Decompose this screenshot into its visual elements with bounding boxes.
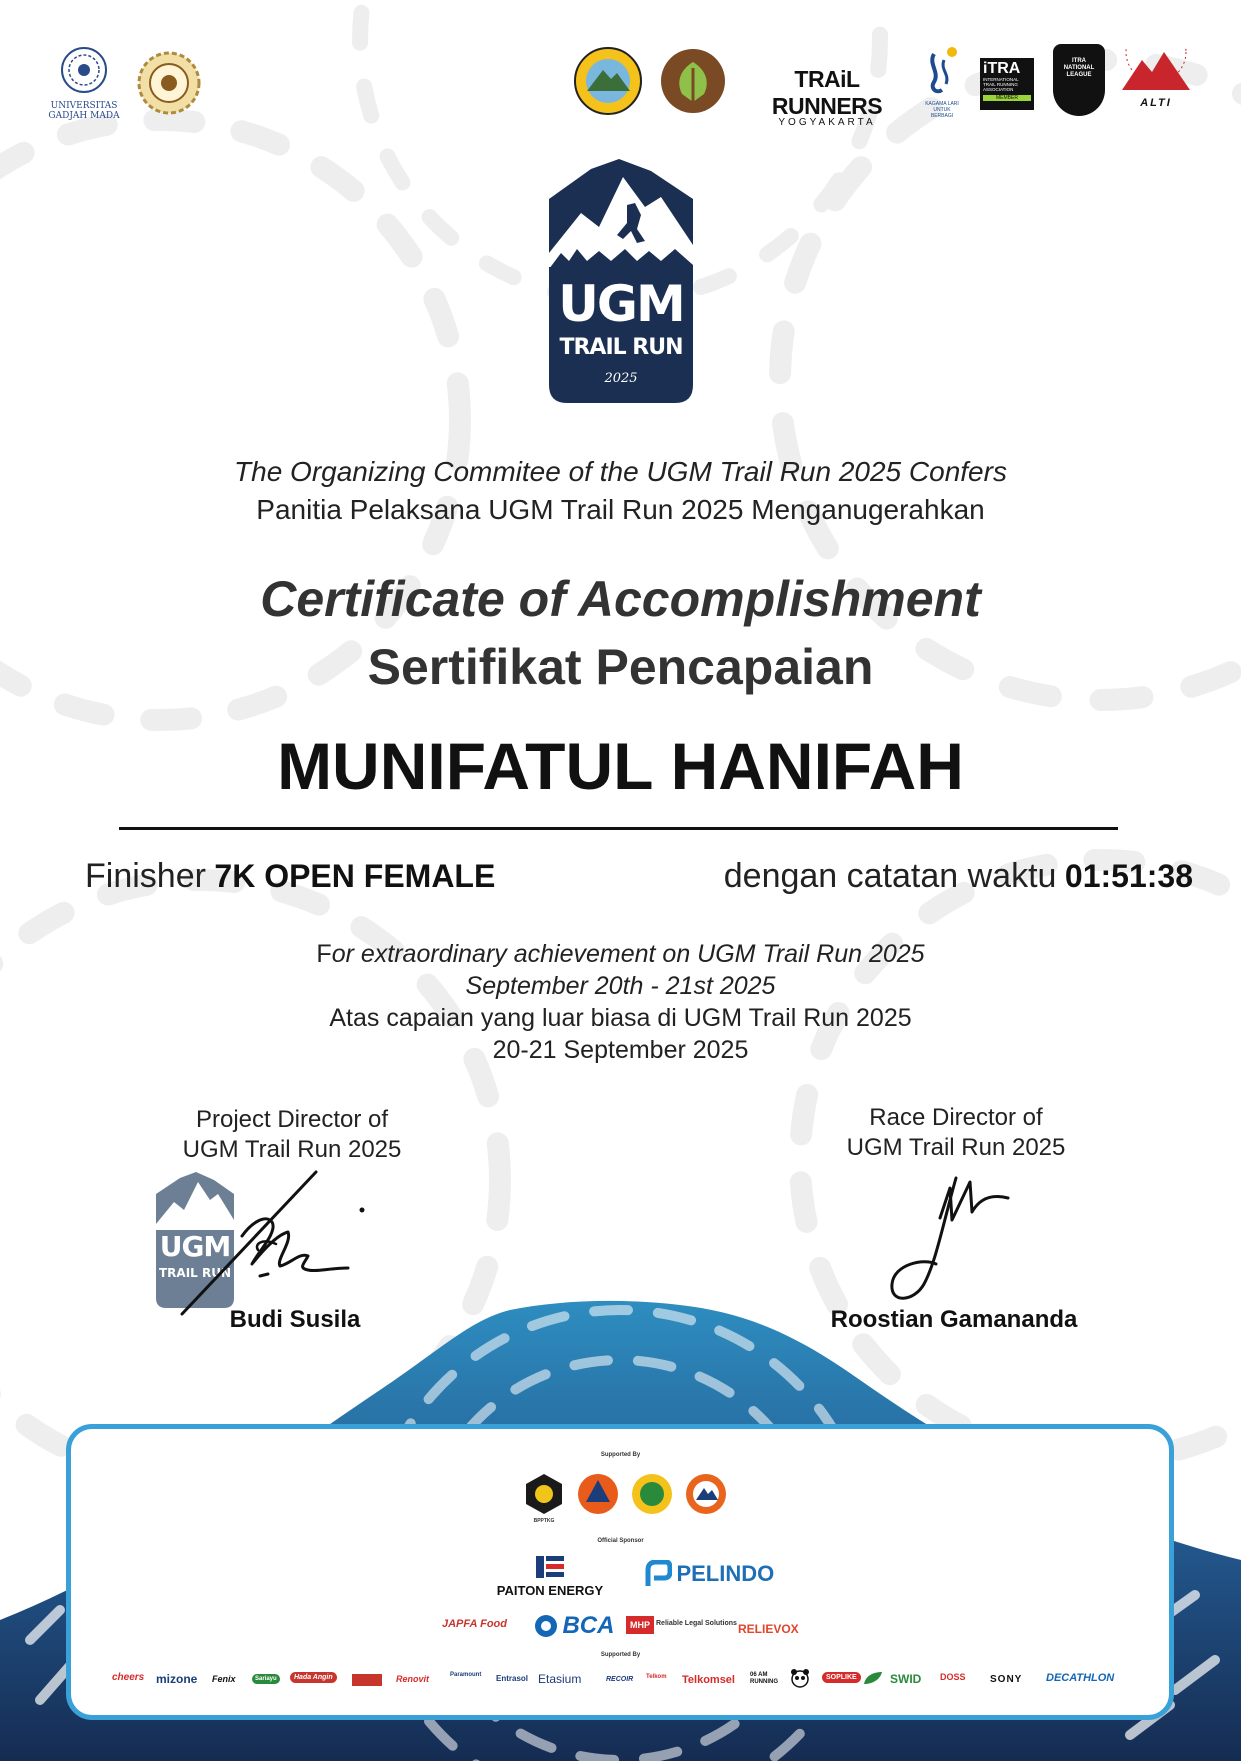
alti-logo <box>1120 48 1192 109</box>
itra-national-league-logo <box>1053 44 1105 116</box>
sponsor-soplike: SOPLIKE <box>822 1672 861 1683</box>
sponsor-telkom: Telkom <box>646 1674 667 1680</box>
bpptkg-badge-icon <box>522 1472 566 1516</box>
signature-roostian-gamananda <box>880 1168 1030 1308</box>
signatory-role-line2: UGM Trail Run 2025 <box>182 1136 402 1163</box>
sponsor-entrasol: Entrasol <box>496 1674 529 1683</box>
supporter-badge-caption: BPPTKG <box>533 1518 555 1524</box>
mountain-club-badge-icon <box>684 1472 728 1516</box>
bca-icon <box>534 1614 558 1638</box>
itra-title: iTRA <box>983 60 1021 77</box>
trail-runners-title: TRAiL RUNNERS <box>771 66 883 119</box>
bca-text: BCA <box>562 1612 615 1639</box>
ugm-name-line2: GADJAH MADA <box>48 111 120 121</box>
ugm-name-line1: UNIVERSITAS <box>50 101 118 111</box>
seal-icon <box>136 50 202 116</box>
taman-nasional-logo <box>573 46 643 116</box>
signature-budi-susila <box>180 1168 380 1318</box>
supported-by-label: Supported By <box>600 1452 641 1458</box>
itra-league-text: ITRA NATIONAL LEAGUE <box>1063 58 1095 78</box>
sponsor-telkomsel: Telkomsel <box>682 1674 735 1686</box>
sponsor-bca <box>534 1612 614 1640</box>
certificate-title-indonesian: Sertifikat Pencapaian <box>367 639 874 695</box>
achievement-indonesian-date: 20-21 September 2025 <box>492 1036 749 1064</box>
sponsor-hada-angin: Hada Angin <box>290 1672 337 1683</box>
sponsor-japfa: JAPFA Food <box>442 1618 507 1630</box>
certificate-title-english: Certificate of Accomplishment <box>260 571 981 627</box>
ugm-university-logo <box>48 44 120 120</box>
pelindo-icon <box>644 1560 672 1588</box>
sponsor-relievox: RELIEVOX <box>738 1622 799 1636</box>
sponsor-etasium: Etasium <box>538 1672 582 1686</box>
paiton-energy-icon <box>532 1554 568 1580</box>
supported-by-label-2: Supported By <box>600 1652 641 1658</box>
signatory-name-left: Budi Susila <box>229 1306 361 1333</box>
sponsor-cheers: cheers <box>112 1672 145 1683</box>
signatory-role-line1: Project Director of <box>195 1106 389 1133</box>
trail-runners-logo <box>745 66 909 128</box>
bpbd-badge-icon <box>576 1472 620 1516</box>
achievement-english <box>0 940 1241 969</box>
sponsor-paiton-energy <box>490 1554 610 1598</box>
itra-member-badge: MEMBER <box>983 95 1031 101</box>
sponsor-decathlon: DECATHLON <box>1046 1672 1115 1684</box>
signatory-name-right: Roostian Gamananda <box>830 1306 1078 1333</box>
finisher-label: Finisher <box>85 857 206 895</box>
ugm-trail-run-logo <box>541 157 701 405</box>
recipient-name: MUNIFATUL HANIFAH <box>277 729 964 803</box>
sponsor-06am-running: 06 AM RUNNING <box>750 1672 778 1685</box>
sponsor-reliable-legal: Reliable Legal Solutions <box>656 1620 737 1627</box>
itra-member-logo <box>980 58 1034 110</box>
sponsor-mhp: MHP <box>626 1616 654 1634</box>
sponsor-red-brand <box>352 1674 382 1686</box>
stamp-line2: TRAIL RUN <box>158 1266 232 1280</box>
sponsor-renovit: Renovit <box>396 1674 430 1684</box>
recipient-underline <box>119 827 1118 830</box>
sponsor-sariayu: Sariayu <box>252 1674 280 1684</box>
time-line <box>724 857 1193 896</box>
finisher-category: 7K OPEN FEMALE <box>214 858 496 894</box>
signatory-project-director <box>142 1106 442 1164</box>
sponsor-swid: SWID <box>890 1672 922 1686</box>
kagama-lari-text: KAGAMA LARI UNTUK BERBAGI <box>925 101 959 119</box>
signatory-role-line2-right: UGM Trail Run 2025 <box>846 1134 1066 1161</box>
paiton-energy-text: PAITON ENERGY <box>496 1583 604 1598</box>
sponsor-mizone: mizone <box>156 1672 198 1686</box>
alti-mountain-icon <box>1120 48 1192 92</box>
forest-logo <box>660 48 726 114</box>
sponsor-recoir: RECOIR <box>606 1676 634 1683</box>
sponsor-doss: DOSS <box>940 1672 966 1682</box>
sponsor-paramount: Paramount <box>450 1672 482 1678</box>
leaf-icon <box>862 1670 884 1686</box>
itra-subtitle: INTERNATIONAL TRAIL RUNNING ASSOCIATION <box>983 77 1019 92</box>
official-sponsor-label: Official Sponsor <box>597 1538 644 1544</box>
kagama-seal-logo <box>136 50 202 121</box>
confer-indonesian: Panitia Pelaksana UGM Trail Run 2025 Menganugerahkan <box>256 494 985 525</box>
sponsor-pelindo <box>644 1560 794 1588</box>
time-label: dengan catatan waktu <box>723 857 1057 895</box>
event-logo-line2: TRAIL RUN <box>559 335 683 360</box>
sponsor-sony: SONY <box>990 1674 1023 1685</box>
sponsor-fenix: Fenix <box>212 1674 236 1684</box>
signatory-role-line1-right: Race Director of <box>869 1104 1043 1131</box>
footprint-icon <box>924 46 960 96</box>
sar-badge-icon <box>630 1472 674 1516</box>
alti-text: ALTI <box>1140 97 1172 109</box>
signatory-race-director <box>806 1104 1106 1162</box>
time-value: 01:51:38 <box>1064 858 1193 894</box>
panda-icon <box>790 1668 810 1688</box>
achievement-english-prefix: F <box>316 940 332 968</box>
stamp-line1: UGM <box>159 1230 231 1263</box>
kagama-lari-logo <box>924 46 960 119</box>
trail-runners-subtitle: YOGYAKARTA <box>778 117 876 128</box>
event-logo-line1: UGM <box>558 275 684 333</box>
pelindo-text: PELINDO <box>676 1561 775 1586</box>
ugm-emblem-icon <box>48 44 120 96</box>
confer-english: The Organizing Commitee of the UGM Trail Run 2025 Confers <box>234 456 1007 487</box>
event-logo-year: 2025 <box>604 371 638 386</box>
finisher-line <box>85 857 495 896</box>
supporter-badges <box>522 1472 732 1520</box>
achievement-english-date: September 20th - 21st 2025 <box>465 972 776 1000</box>
achievement-english-rest: or extraordinary achievement on UGM Trail Run 2025 <box>331 940 925 968</box>
achievement-indonesian: Atas capaian yang luar biasa di UGM Trail Run 2025 <box>329 1004 912 1032</box>
